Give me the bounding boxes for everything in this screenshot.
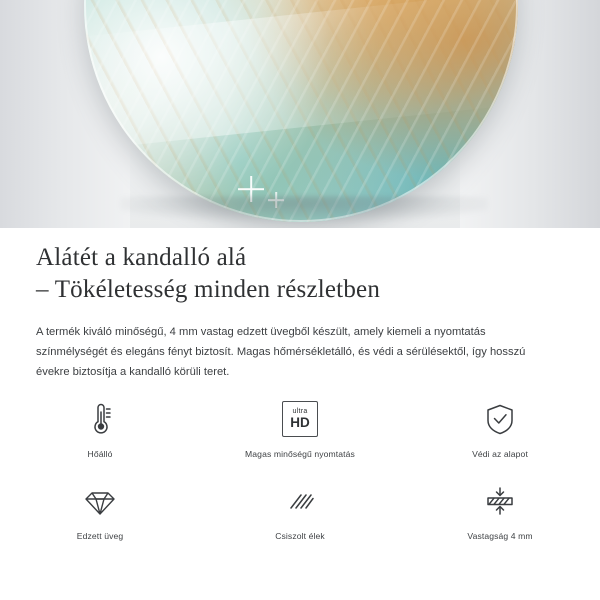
polished-edges-icon (280, 480, 320, 522)
badge-bottom-text: HD (290, 415, 310, 431)
feature-grid (0, 398, 600, 552)
text-block (0, 228, 600, 382)
diamond-icon (80, 480, 120, 522)
feature-tempered-glass (0, 480, 200, 552)
feature-surface-protection (400, 398, 600, 470)
feature-label: Magas minőségű nyomtatás (245, 449, 355, 459)
page-title (0, 228, 600, 306)
feature-label: Vastagság 4 mm (467, 531, 533, 541)
feature-label: Hőálló (87, 449, 113, 459)
round-glass-board (84, 0, 518, 222)
feature-label: Védi az alapot (472, 449, 528, 459)
shield-check-icon (480, 398, 520, 440)
feature-label: Edzett üveg (76, 531, 124, 541)
feature-print-quality (200, 398, 400, 470)
ultra-hd-badge-icon (282, 398, 318, 440)
thermometer-icon (80, 398, 120, 440)
feature-polished-edges (200, 480, 400, 552)
hero-image (0, 0, 600, 228)
thickness-arrows-icon (480, 480, 520, 522)
headline-line-2: – Tökéletesség minden részletben (36, 276, 381, 303)
feature-thickness (400, 480, 600, 552)
description-paragraph: A termék kiváló minőségű, 4 mm vastag edzett üvegből készült, amely kiemeli a nyomtatás színmélységét és elegáns fényt biztosít. Magas hőmérsékletálló, és védi a sérülésektől, így hosszú évekre biztosítja a kandalló körüli teret. (36, 326, 526, 378)
board-drop-shadow (120, 196, 488, 222)
feature-heat-resistant (0, 398, 200, 470)
feature-label: Csiszolt élek (275, 531, 325, 541)
badge-top-text: ultra (292, 408, 308, 416)
headline-line-1: Alátét a kandalló alá (36, 244, 247, 271)
